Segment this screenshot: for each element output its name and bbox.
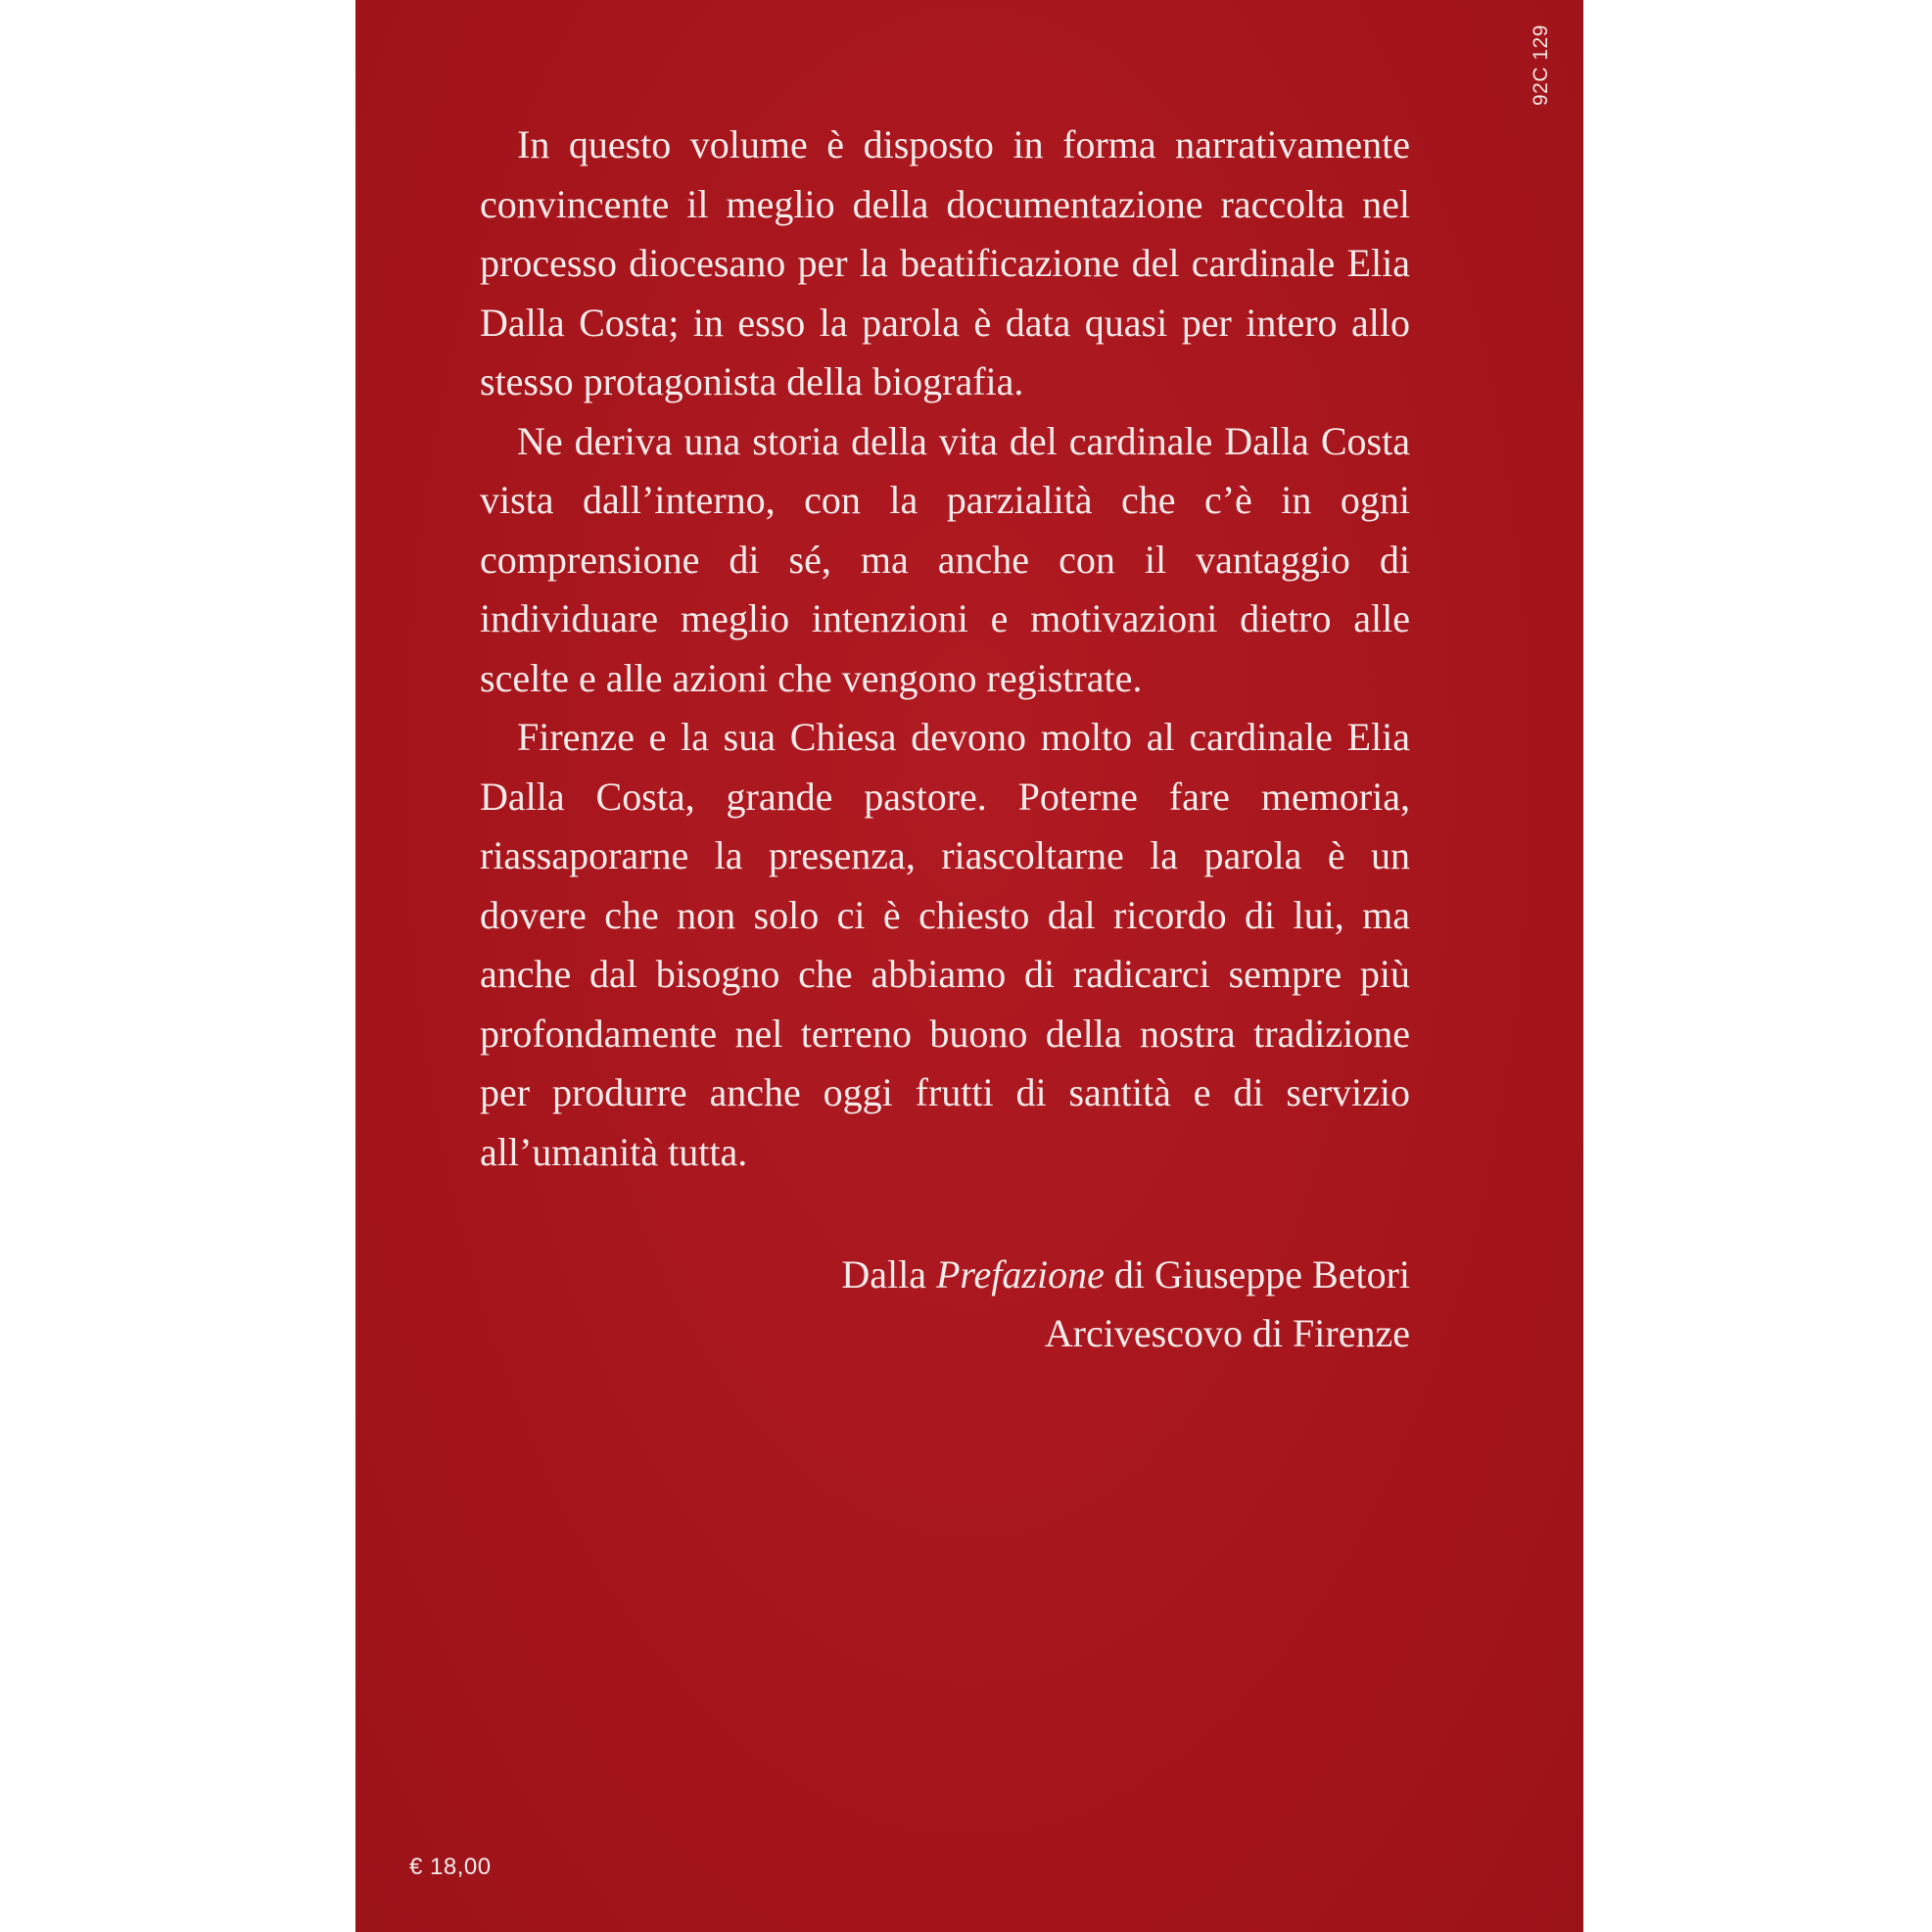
- blurb-text: [480, 116, 1410, 1182]
- attribution-source: [764, 1246, 1410, 1304]
- spine-code: 92C 129: [1530, 24, 1552, 107]
- blurb-paragraph-3: Firenze e la sua Chiesa devono molto al cardinale Elia Dalla Costa, grande pastore. Poterne fare memoria, riassaporarne la presenza, riascoltarne la parola è un dovere che non solo ci è chiesto dal ricordo di lui, ma anche dal bisogno che abbiamo di radicarci sempre più profondamente nel terreno buono della nostra tradizione per produrre anche oggi frutti di santità e di servizio all’umanità tutta.: [480, 715, 1410, 1174]
- attribution-work: Prefazione: [936, 1252, 1105, 1296]
- blurb-paragraph-1: In questo volume è disposto in forma narrativamente convincente il meglio della documentazione raccolta nel processo diocesano per la beatificazione del cardinale Elia Dalla Costa; in esso la parola è data quasi per intero allo stesso protagonista della biografia.: [480, 122, 1410, 403]
- attribution-author: di Giuseppe Betori: [1104, 1252, 1410, 1296]
- price-label: € 18,00: [409, 1854, 492, 1880]
- attribution-prefix: Dalla: [841, 1252, 936, 1296]
- attribution: [764, 1246, 1410, 1363]
- blurb-paragraph-2: Ne deriva una storia della vita del cardinale Dalla Costa vista dall’interno, con la parzialità che c’è in ogni comprensione di sé, ma anche con il vantaggio di individuare meglio intenzioni e motivazioni dietro alle scelte e alle azioni che vengono registrate.: [480, 418, 1410, 700]
- attribution-role: Arcivescovo di Firenze: [1044, 1311, 1410, 1355]
